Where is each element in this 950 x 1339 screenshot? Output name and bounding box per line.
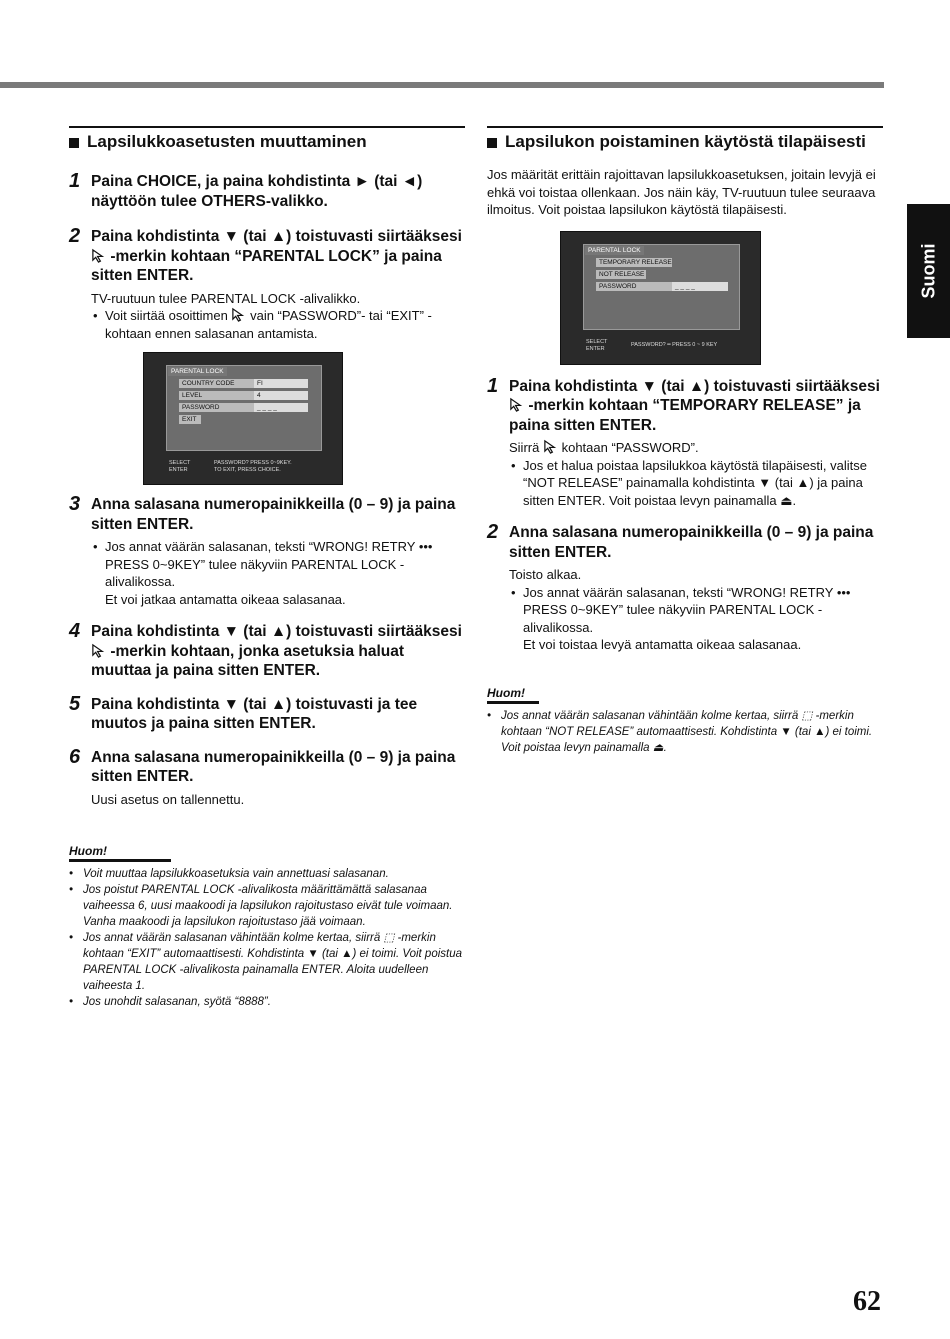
section-title: Lapsilukkoasetusten muuttaminen — [87, 132, 367, 151]
step-text-b: -merkin kohtaan “PARENTAL LOCK” ja paina sitten ENTER. — [91, 247, 442, 284]
step-bullet: • Jos et halua poistaa lapsilukkoa käytöstä tilapäisesti, valitse “NOT RELEASE” painamalla kohdistinta ▼ (tai ▲) ja paina sitten ENTER. Voit poistaa levyn painamalla ⏏. — [509, 457, 883, 510]
menu-title: PARENTAL LOCK — [168, 367, 227, 376]
step-bullet — [91, 307, 465, 342]
menu-row: EXIT — [179, 415, 201, 424]
note-item: • Jos unohdit salasanan, syötä “8888”. — [69, 994, 465, 1010]
step-5 — [69, 692, 465, 734]
square-bullet-icon — [487, 138, 497, 148]
menu-row: PASSWORD — [596, 282, 672, 291]
menu-value: _ _ _ _ — [254, 403, 308, 412]
screen-foot-right: PASSWORD? PRESS 0~9KEY. TO EXIT, PRESS CHOICE. — [214, 460, 292, 473]
menu-row: LEVEL — [179, 391, 254, 400]
step-text — [91, 227, 465, 286]
step-body: TV-ruutuun tulee PARENTAL LOCK -alivalikko. — [91, 290, 361, 306]
step-body: Uusi asetus on tallennettu. — [91, 791, 245, 807]
screen-foot-left: SELECT ENTER — [586, 338, 608, 352]
section-heading — [487, 126, 883, 152]
body-text-b: kohtaan “PASSWORD”. — [561, 440, 699, 455]
step-text-a: Paina kohdistinta ▼ (tai ▲) toistuvasti siirtääksesi — [91, 228, 462, 245]
menu-row: TEMPORARY RELEASE — [596, 258, 672, 267]
pointer-icon — [543, 439, 558, 454]
language-tab — [907, 204, 950, 338]
note-heading: Huom! — [69, 844, 171, 862]
menu-title: PARENTAL LOCK — [585, 246, 644, 255]
step-text: Anna salasana numeropainikkeilla (0 – 9) ja paina sitten ENTER. — [509, 524, 874, 561]
step-text-b: -merkin kohtaan “TEMPORARY RELEASE” ja paina sitten ENTER. — [509, 397, 861, 434]
menu-row: COUNTRY CODE — [179, 379, 254, 388]
step-6 — [69, 745, 465, 787]
step-text: Anna salasana numeropainikkeilla (0 – 9) ja paina sitten ENTER. — [91, 496, 456, 533]
step-text-a: Paina kohdistinta ▼ (tai ▲) toistuvasti siirtääksesi — [91, 623, 462, 640]
right-column — [487, 126, 883, 756]
note-item: • Jos poistut PARENTAL LOCK -alivalikosta määrittämättä salasanaa vaiheessa 6, uusi maakoodi ja lapsilukon rajoitustaso eivät tule voimaan. Vanha maakoodi ja lapsilukon rajoitustaso jää voimaan. — [69, 882, 465, 930]
note-heading: Huom! — [487, 686, 539, 704]
step-text: Anna salasana numeropainikkeilla (0 – 9) ja paina sitten ENTER. — [91, 748, 456, 785]
step-bullet-cont: Et voi jatkaa antamatta oikeaa salasanaa. — [105, 591, 346, 607]
screen-foot-left: SELECT ENTER — [169, 460, 191, 473]
bullet-text-b: vain “PASSWORD”- tai “EXIT” -kohtaan ennen salasanan antamista. — [105, 308, 432, 341]
step-number: 1 — [487, 374, 499, 397]
pointer-icon — [91, 248, 106, 263]
step-2 — [69, 227, 465, 286]
menu-value: FI — [254, 379, 308, 388]
step-number: 2 — [487, 521, 499, 543]
step-1 — [487, 374, 883, 436]
step-number: 6 — [69, 745, 81, 768]
menu-value: _ _ _ _ — [672, 282, 728, 291]
step-1 — [69, 172, 465, 211]
note-list — [69, 866, 465, 1010]
step-text-b: -merkin kohtaan, jonka asetuksia haluat muuttaa ja paina sitten ENTER. — [91, 642, 405, 679]
menu-row: PASSWORD — [179, 403, 254, 412]
language-tab-label: Suomi — [918, 243, 938, 299]
step-text-a: Paina kohdistinta ▼ (tai ▲) toistuvasti siirtääksesi — [509, 377, 880, 395]
step-3 — [69, 495, 465, 534]
pointer-icon — [231, 307, 246, 322]
page-number: 62 — [853, 1286, 881, 1317]
parental-lock-screen — [143, 352, 343, 485]
pointer-icon — [509, 397, 524, 412]
step-text: Paina CHOICE, ja paina kohdistinta ► (tai ◄) näyttöön tulee OTHERS-valikko. — [91, 173, 423, 210]
note-item: • Jos annat väärän salasanan vähintään kolme kertaa, siirrä ⬚ -merkin kohtaan “NOT RELEASE” automaattisesti. Kohdistinta ▼ (tai ▲) ei toimi. Voit poistaa levyn painamalla ⏏. — [487, 708, 883, 756]
step-bullet-cont: Et voi toistaa levyä antamatta oikeaa salasanaa. — [523, 637, 802, 652]
step-text — [91, 622, 465, 681]
step-2 — [487, 523, 883, 562]
body-text-a: Siirrä — [509, 440, 540, 455]
notes-block — [69, 842, 465, 1010]
section-title: Lapsilukon poistaminen käytöstä tilapäisesti — [505, 132, 866, 151]
step-number: 1 — [69, 170, 81, 192]
bullet-text-a: Voit siirtää osoittimen — [105, 308, 228, 323]
step-number: 2 — [69, 225, 81, 247]
menu-value: 4 — [254, 391, 308, 400]
square-bullet-icon — [69, 138, 79, 148]
top-rule — [0, 82, 884, 88]
notes-block — [487, 684, 883, 756]
step-bullet: • Jos annat väärän salasanan, teksti “WRONG! RETRY ••• PRESS 0~9KEY” tulee näkyviin PARENTAL LOCK -alivalikossa. — [509, 584, 883, 637]
step-text: Paina kohdistinta ▼ (tai ▲) toistuvasti ja tee muutos ja paina sitten ENTER. — [91, 695, 418, 732]
step-body: Toisto alkaa. — [509, 567, 582, 582]
note-item: • Voit muuttaa lapsilukkoasetuksia vain annettuasi salasanan. — [69, 866, 465, 882]
temporary-release-screen — [560, 231, 761, 365]
screen-foot-right: PASSWORD? ━ PRESS 0 ~ 9 KEY — [631, 341, 718, 348]
step-body — [509, 439, 883, 457]
section-heading — [69, 126, 465, 152]
step-number: 3 — [69, 493, 81, 515]
intro-text: Jos määrität erittäin rajoittavan lapsilukkoasetuksen, joitain levyjä ei ehkä voi toistaa ollenkaan. Jos näin käy, TV-ruutuun tulee seuraava ilmoitus. Voit poistaa lapsilukon käytöstä tilapäisesti. — [487, 167, 876, 217]
step-4 — [69, 622, 465, 681]
step-number: 5 — [69, 692, 81, 715]
menu-row: NOT RELEASE — [596, 270, 646, 279]
pointer-icon — [91, 643, 106, 658]
left-column — [69, 126, 465, 1010]
step-bullet: • Jos annat väärän salasanan, teksti “WRONG! RETRY ••• PRESS 0~9KEY” tulee näkyviin PARENTAL LOCK -alivalikossa. — [91, 538, 465, 591]
step-text — [509, 377, 883, 436]
note-item: • Jos annat väärän salasanan vähintään kolme kertaa, siirrä ⬚ -merkin kohtaan “EXIT” automaattisesti. Kohdistinta ▼ (tai ▲) ei toimi. Voit poistua PARENTAL LOCK -alivalikosta painamalla ENTER. Aloita uudelleen vaiheesta 1. — [69, 930, 465, 994]
note-list — [487, 708, 883, 756]
step-number: 4 — [69, 620, 81, 642]
